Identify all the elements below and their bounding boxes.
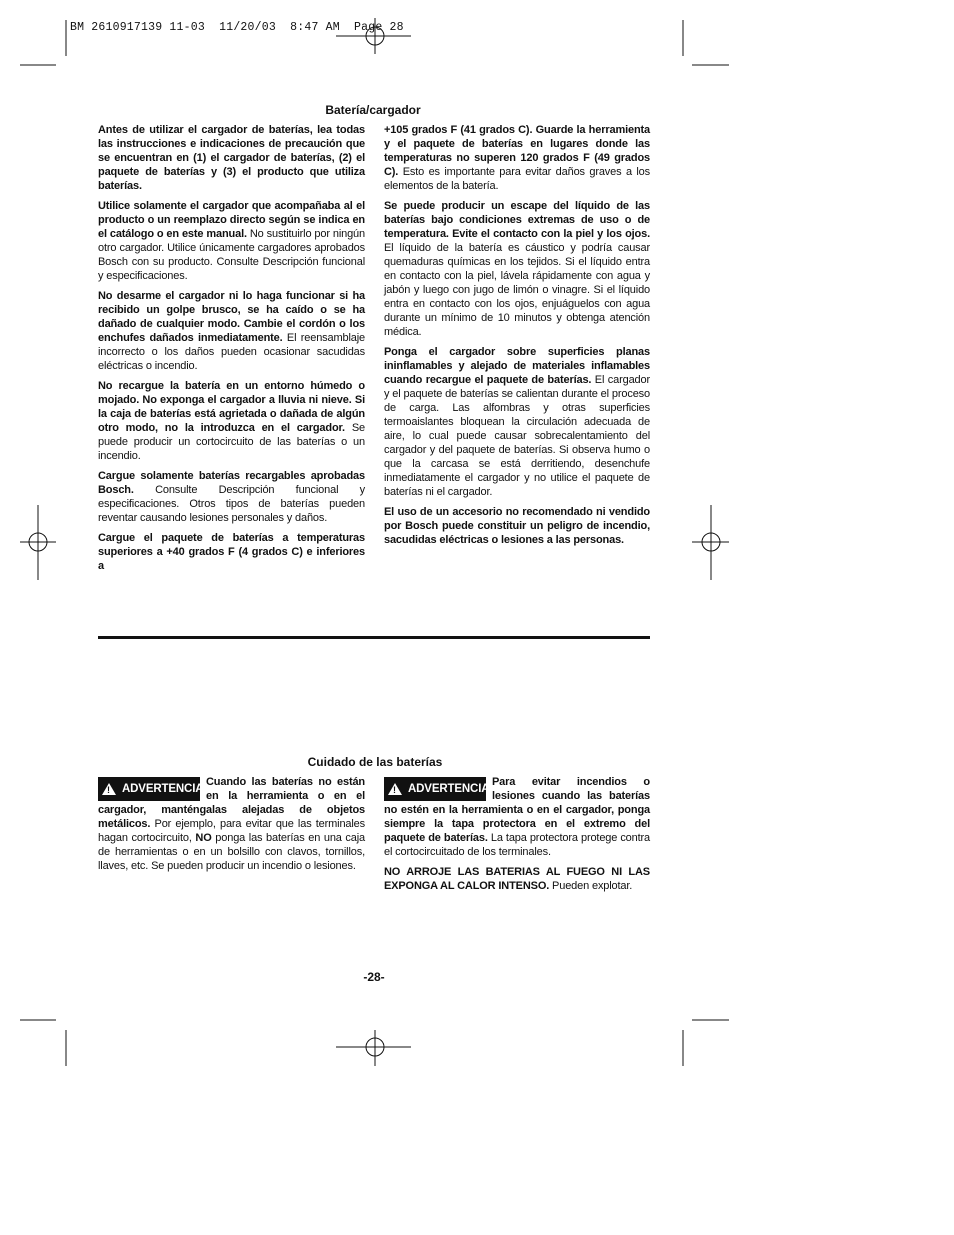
paragraph: Antes de utilizar el cargador de baterías, lea todas las instrucciones e indicaciones de precaución que se encuentran en (1) el cargador de baterías, (2) el paquete de baterías y (3) el producto que utiliza baterías. [98, 124, 365, 192]
paragraph: Utilice solamente el cargador que acompañaba al el producto o un reemplazo directo según se indica en el catálogo o en este manual. No sustituirlo por ningún otro cargador. Utilice únicamente cargadores aprobados Bosch con su producto. Consulte Descripción funcional y especificaciones. [98, 200, 365, 282]
page-number: -28- [363, 970, 385, 984]
paragraph: ! ADVERTENCIA Cuando las baterías no están en la herramienta o en el cargador, manténgalas alejadas de objetos metálicos. Por ejemplo, para evitar que las terminales hagan cortocircuito, NO ponga las baterías en una caja de herramientas o en un bolsillo con clavos, tornillos, llaves, etc. Se pueden producir un incendio o lesiones. [98, 776, 365, 872]
column-right-cuidado [384, 775, 650, 899]
paragraph: No desarme el cargador ni lo haga funcionar si ha recibido un golpe brusco, se ha caído o se ha dañado de cualquier modo. Cambie el cordón o los enchufes dañados inmediatamente. El reensamblaje incorrecto o los daños pueden ocasionar sacudidas eléctricas o incendio. [98, 290, 366, 372]
paragraph: +105 grados F (41 grados C). Guarde la herramienta y el paquete de baterías en lugares donde las temperaturas no superen 120 grados F (49 grados C). Esto es importante para evitar daños graves a los elementos de la batería. [384, 124, 650, 192]
paragraph: Ponga el cargador sobre superficies planas ininflamables y alejado de materiales inflamables cuando recargue el paquete de baterías. El cargador y el paquete de baterías se calientan durante el proceso de carga. Las alfombras y otras superficies termoaislantes bloquean la circulación adecuada de aire, lo cual puede causar sobrecalentamiento del cargador y del paquete de baterías. Si observa humo o que la carcasa se está derritiendo, desenchufe inmediatamente el cargador y no utilice el paquete de baterías ni el cargador. [384, 346, 650, 498]
paragraph: Cargue solamente baterías recargables aprobadas Bosch. Consulte Descripción funcional y especificaciones. Otros tipos de baterías pueden reventar causando lesiones personales y daños. [98, 470, 365, 524]
column-right-bateria [384, 123, 650, 553]
column-left-cuidado [98, 775, 365, 879]
section-title-bateria-cargador: Batería/cargador [325, 103, 421, 117]
warning-triangle-icon: ! [102, 783, 116, 795]
paragraph: Se puede producir un escape del líquido de las baterías bajo condiciones extremas de uso o de temperatura. Evite el contacto con la piel y los ojos. El líquido de la batería es cáustico y podría causar quemaduras químicas en los tejidos. Si el líquido entra en contacto con la piel, lávela rápidamente con agua y jabón y luego con jugo de limón o vinagre. Si el líquido entra en contacto con los ojos, enjuáguelos con agua durante un mínimo de 10 minutos y obtenga atención médica. [384, 200, 650, 338]
warning-badge: ! ADVERTENCIA [384, 777, 486, 801]
section-divider [98, 636, 650, 639]
warning-triangle-icon: ! [388, 783, 402, 795]
paragraph: NO ARROJE LAS BATERIAS AL FUEGO NI LAS EXPONGA AL CALOR INTENSO. Pueden explotar. [384, 866, 650, 892]
warning-badge: ! ADVERTENCIA [98, 777, 200, 801]
paragraph: Cargue el paquete de baterías a temperaturas superiores a +40 grados F (4 grados C) e inferiores a [98, 532, 365, 572]
paragraph: El uso de un accesorio no recomendado ni vendido por Bosch puede constituir un peligro de incendio, sacudidas eléctricas o lesiones a las personas. [384, 506, 650, 546]
section-title-cuidado-baterias: Cuidado de las baterías [307, 755, 443, 769]
paragraph: No recargue la batería en un entorno húmedo o mojado. No exponga el cargador a lluvia ni nieve. Si la caja de baterías está agrietada o dañada de algún otro modo, no la introduzca en el cargador. Se puede producir un cortocircuito de las baterías o un incendio. [98, 380, 366, 462]
paragraph: ! ADVERTENCIA Para evitar incendios o lesiones cuando las baterías no estén en la herramienta o en el cargador, ponga siempre la tapa protectora en el extremo del paquete de baterías. La tapa protectora protege contra el cortocircuitado de los terminales. [384, 776, 651, 858]
print-slug: BM 2610917139 11-03 11/20/03 8:47 AM Page 28 [70, 21, 404, 34]
column-left-bateria [98, 123, 365, 579]
